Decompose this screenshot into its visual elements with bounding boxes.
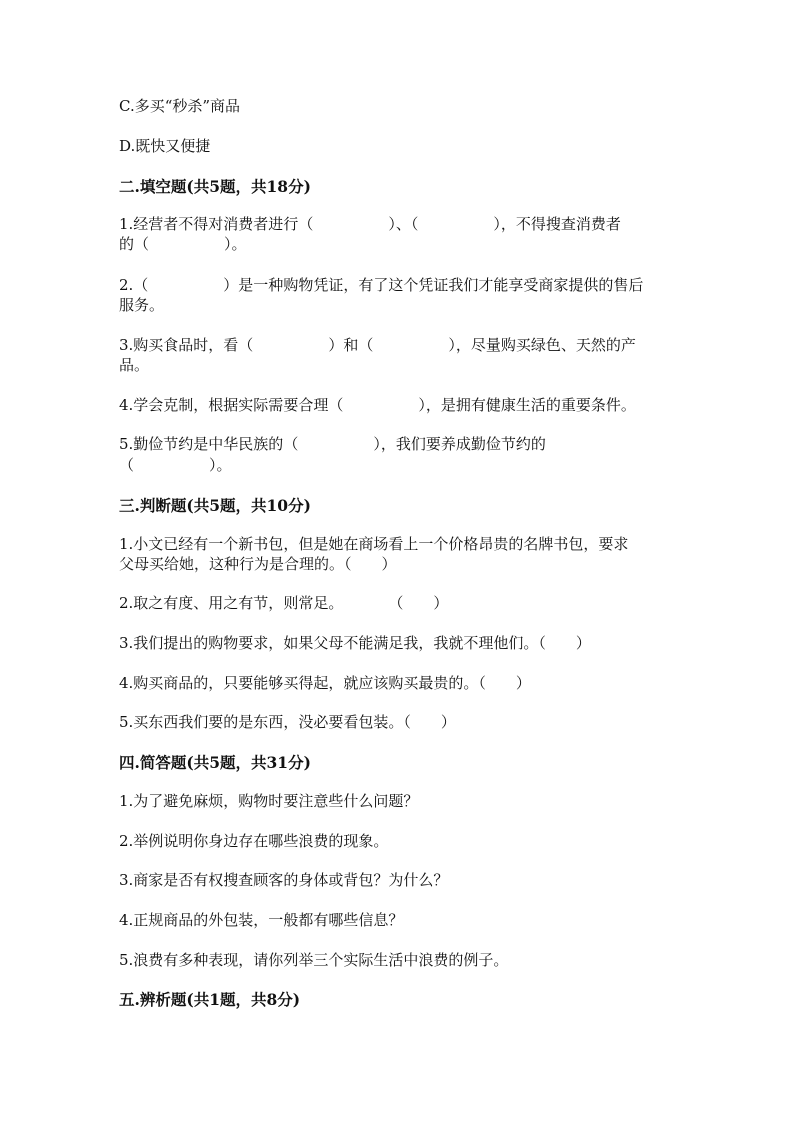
question-line: 5.买东西我们要的是东西，没必要看包装。（ ） bbox=[119, 713, 456, 731]
question-line: 2.举例说明你身边存在哪些浪费的现象。 bbox=[119, 832, 389, 850]
question-line: 5.浪费有多种表现，请你列举三个实际生活中浪费的例子。 bbox=[119, 951, 509, 969]
question-line: 服务。 bbox=[119, 296, 165, 314]
question-line: 3.购买食品时，看（ ）和（ ），尽量购买绿色、天然的产 bbox=[119, 336, 636, 354]
question-line: 4.购买商品的，只要能够买得起，就应该购买最贵的。（ ） bbox=[119, 674, 531, 692]
option-d: D.既快又便捷 bbox=[119, 137, 211, 155]
section-heading-analysis: 五.辨析题(共1题，共8分) bbox=[119, 990, 301, 1009]
question-line: 5.勤俭节约是中华民族的（ ），我们要养成勤俭节约的 bbox=[119, 435, 546, 453]
question-line: 品。 bbox=[119, 356, 150, 374]
question-line: 2.（ ）是一种购物凭证，有了这个凭证我们才能享受商家提供的售后 bbox=[119, 276, 644, 294]
question-line: 3.我们提出的购物要求，如果父母不能满足我，我就不理他们。（ ） bbox=[119, 634, 591, 652]
question-line: 1.小文已经有一个新书包，但是她在商场看上一个价格昂贵的名牌书包，要求 bbox=[119, 535, 629, 553]
section-heading-fill-blank: 二.填空题(共5题，共18分) bbox=[119, 177, 311, 196]
question-line: 3.商家是否有权搜查顾客的身体或背包？为什么？ bbox=[119, 871, 449, 889]
question-line: 1.为了避免麻烦，购物时要注意些什么问题？ bbox=[119, 792, 419, 810]
question-line: 2.取之有度、用之有节，则常足。 （ ） bbox=[119, 594, 449, 612]
section-heading-short-answer: 四.简答题(共5题，共31分) bbox=[119, 753, 311, 772]
question-line: 父母买给她，这种行为是合理的。（ ） bbox=[119, 555, 397, 573]
option-c: C.多买“秒杀”商品 bbox=[119, 97, 241, 115]
section-heading-true-false: 三.判断题(共5题，共10分) bbox=[119, 496, 311, 515]
question-line: 1.经营者不得对消费者进行（ ）、（ ），不得搜查消费者 bbox=[119, 215, 621, 233]
question-line: 的（ ）。 bbox=[119, 235, 247, 253]
question-line: 4.学会克制，根据实际需要合理（ ），是拥有健康生活的重要条件。 bbox=[119, 396, 636, 414]
question-line: 4.正规商品的外包装，一般都有哪些信息？ bbox=[119, 911, 404, 929]
question-line: （ ）。 bbox=[119, 456, 232, 474]
